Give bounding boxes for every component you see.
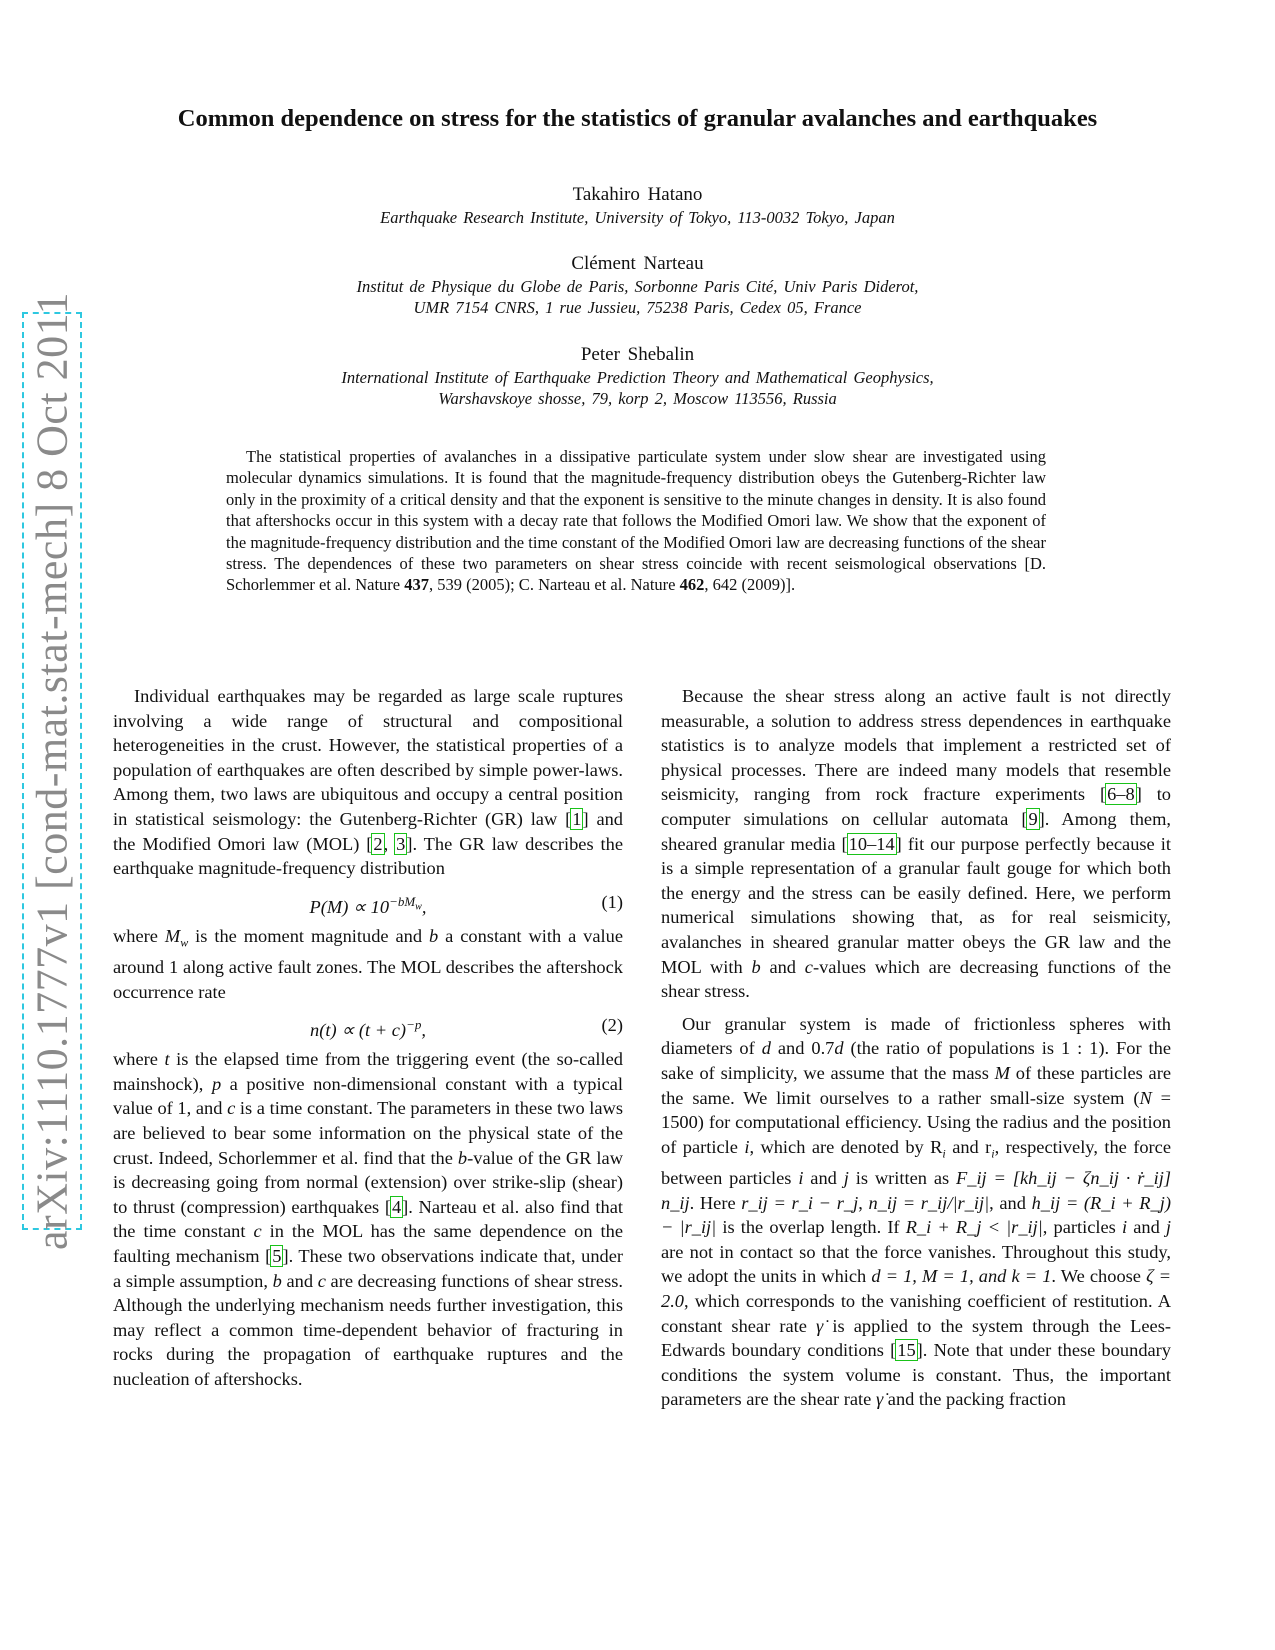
text-run: where xyxy=(113,925,165,946)
author-affiliation: UMR 7154 CNRS, 1 rue Jussieu, 75238 Paris, Cedex 05, France xyxy=(413,298,862,317)
text-run: and r xyxy=(945,1136,992,1157)
abstract-volume-462: 462 xyxy=(679,575,705,595)
text-run: a positive non-dimensional constant with a typical value of 1, and xyxy=(113,1073,623,1119)
right-column xyxy=(661,684,1171,1412)
citation-link[interactable]: 15 xyxy=(897,1340,916,1361)
equation-number: (2) xyxy=(601,1015,623,1036)
author-block-3 xyxy=(150,343,1125,409)
math-symbol: p xyxy=(211,1073,222,1094)
math-symbol: d xyxy=(761,1038,771,1059)
citation-link[interactable]: 10–14 xyxy=(848,833,895,854)
math-symbol: M xyxy=(994,1062,1010,1083)
text-run: , which corresponds to the vanishing coefficient of restitution. A constant shear rate xyxy=(661,1290,1171,1336)
text-run: fit our purpose perfectly because it is a simple representation of a granular fault gouge for which both the energy and the stress can be easily defined. Here, we perform numerical simulations showing that, as for real seismicity, avalanches in sheared granular matter obeys the GR law and the MOL with xyxy=(661,833,1171,977)
equation-exponent: −p xyxy=(406,1017,422,1033)
math-symbol: b xyxy=(429,925,439,946)
paragraph xyxy=(113,924,623,1004)
text-run: of these particles are the same. We limit ourselves to a rather small-size system ( xyxy=(661,1062,1171,1108)
text-run: and xyxy=(803,1167,844,1188)
text-run: is a time constant. The parameters in these two laws are believed to bear some information on the physical state of the crust. Indeed, Schorlemmer et al. find that the xyxy=(113,1098,623,1168)
citation-link[interactable]: 1 xyxy=(572,808,582,829)
text-run: is applied to the system through the Lees-Edwards boundary conditions xyxy=(661,1315,1171,1361)
text-run: , particles xyxy=(1042,1217,1122,1238)
text-run: Because the shear stress along an active fault is not directly measurable, a solution to address stress dependences in earthquake statistics is to analyze models that implement a restricted set of physical processes. There are indeed many models that resemble seismicity, ranging from rock fracture experiments xyxy=(661,686,1171,805)
text-run: and the Modified Omori law (MOL) xyxy=(113,808,624,854)
text-run: (the ratio of populations is 1 : 1). For the sake of simplicity, we assume that the mass xyxy=(661,1038,1171,1083)
paragraph: where t is the elapsed time from the triggering event (the so-called mainshock), p a positive non-dimensional constant with a typical value of 1, and c is a time constant. The parameters in these two laws are believed to bear some information on the physical state of the crust. Indeed, Schorlemmer et al. find that the b-value of the GR law is decreasing going from normal (extension) over strike-slip (shear) to thrust (compression) earthquakes [4]. Narteau et al. also find that the time constant c in the MOL has the same dependence on the faulting mechanism [5]. These two observations indicate that, under a simple assumption, b and c are decreasing functions of shear stress. Although the underlying mechanism needs further investigation, this may reflect a common time-dependent behavior of fracturing in rocks during the propagation of earthquake ruptures and the nucleation of aftershocks. xyxy=(113,1049,624,1389)
author-name: Peter Shebalin xyxy=(580,344,695,365)
text-run: to computer simulations on cellular automata xyxy=(661,784,1172,829)
inline-equation: h_ij = (R_i + R_j) − |r_ij| xyxy=(661,1192,1171,1238)
text-run: a constant with a value around 1 along active fault zones. The MOL describes the aftershock occurrence rate xyxy=(113,925,623,1002)
inline-equation: ζ = 2.0 xyxy=(661,1266,1172,1311)
left-column xyxy=(113,684,623,1392)
math-symbol: i xyxy=(744,1136,750,1157)
math-symbol: N xyxy=(1139,1087,1152,1108)
math-symbol: t xyxy=(164,1049,170,1070)
abstract xyxy=(226,446,1046,596)
paragraph: Our granular system is made of frictionless spheres with diameters of d and 0.7d (the ratio of populations is 1 : 1). For the sake of simplicity, we assume that the mass M of these particles are the same. We limit ourselves to a rather small-size system (N = 1500) for computational efficiency. Using the radius and the position of particle i, which are denoted by $R_i$ and $r_i$, respectively, the force between particles i and j is written as F_ij = [kh_ij − ζn_ij · ṙ_ij] n_ij. Here r_ij = r_i − r_j, n_ij = r_ij/|r_ij|, and h_ij = (R_i + R_j) − |r_ij| is the overlap length. If R_i + R_j < |r_ij|, particles i and j are not in contact so that the force vanishes. Throughout this study, we adopt the units in which d = 1, M = 1, and k = 1. We choose ζ = 2.0, which corresponds to the vanishing coefficient of restitution. A constant shear rate γ̇ is applied to the system through the Lees-Edwards boundary conditions [15]. Note that under these boundary conditions the system volume is constant. Thus, the important parameters are the shear rate γ̇ and the packing fraction xyxy=(661,1013,1172,1410)
citation-link[interactable]: 6–8 xyxy=(1107,784,1135,805)
paragraph: Because the shear stress along an active fault is not directly measurable, a solution to address stress dependences in earthquake statistics is to analyze models that implement a restricted set of physical processes. There are indeed many models that resemble seismicity, ranging from rock fracture experiments [6–8] to computer simulations on cellular automata [9]. Among them, sheared granular media [10–14] fit our purpose perfectly because it is a simple representation of a granular fault gouge for which both the energy and the stress can be easily defined. Here, we perform numerical simulations showing that, as for real seismicity, avalanches in sheared granular matter obeys the GR law and the MOL with b and c-values which are decreasing functions of the shear stress. xyxy=(661,686,1172,1002)
citation-link[interactable]: 4 xyxy=(391,1196,402,1217)
equation-lhs: n(t) ∝ (t + c) xyxy=(310,1020,407,1041)
author-block-2 xyxy=(150,252,1125,318)
equation-tail: , xyxy=(421,1020,426,1041)
math-symbol: c xyxy=(317,1270,326,1291)
author-block-1 xyxy=(150,183,1125,228)
text-run: in the MOL has the same dependence on the faulting mechanism xyxy=(113,1221,623,1266)
text-run: . Narteau et al. also find that the time constant xyxy=(113,1196,623,1242)
text-run: and xyxy=(760,956,805,977)
text-run: -values which are decreasing functions of the shear stress. xyxy=(661,956,1172,1002)
text-run: -value of the GR law is decreasing going from normal (extension) over strike-slip (shear) to thrust (compression) earthquakes xyxy=(113,1147,623,1217)
author-name: Takahiro Hatano xyxy=(572,184,703,205)
text-run: and the packing fraction xyxy=(883,1389,1066,1410)
author-affiliation: Institut de Physique du Globe de Paris, Sorbonne Paris Cité, Univ Paris Diderot, xyxy=(356,277,919,296)
math-subscript: w xyxy=(180,935,189,950)
math-symbol: c xyxy=(253,1221,262,1242)
citation-link[interactable]: 2 xyxy=(373,833,383,854)
math-symbol: j xyxy=(1165,1217,1172,1238)
abstract-volume-437: 437 xyxy=(404,575,429,595)
abstract-text-end: , 642 (2009)]. xyxy=(704,575,796,595)
math-symbol: c xyxy=(227,1098,236,1119)
math-symbol: b xyxy=(751,956,761,977)
arxiv-identifier: arXiv:1110.1777v1 [cond-mat.stat-mech] 8 Oct 2011 xyxy=(27,291,77,1251)
equation-body xyxy=(310,1012,426,1041)
text-run: where xyxy=(113,1049,165,1070)
text-run: and 0.7 xyxy=(770,1038,835,1059)
math-symbol: γ̇ xyxy=(875,1389,884,1410)
text-run: . Among them, sheared granular media xyxy=(661,808,1171,854)
text-run: and xyxy=(281,1270,318,1291)
text-run: . Here xyxy=(689,1192,742,1213)
author-affiliation: Earthquake Research Institute, University of Tokyo, 113-0032 Tokyo, Japan xyxy=(380,208,895,227)
text-run: . These two observations indicate that, under a simple assumption, xyxy=(113,1245,623,1291)
text-run: , xyxy=(858,1192,869,1213)
text-run: . Note that under these boundary conditions the system volume is constant. Thus, the important parameters are the shear rate xyxy=(661,1340,1171,1410)
text-run: . We choose xyxy=(1051,1266,1147,1287)
paragraph: Individual earthquakes may be regarded as large scale ruptures involving a wide range of structural and compositional heterogeneities in the crust. However, the statistical properties of a population of earthquakes are often described by simple power-laws. Among them, two laws are ubiquitous and occupy a central position in statistical seismology: the Gutenberg-Richter (GR) law [1] and the Modified Omori law (MOL) [2, 3]. The GR law describes the earthquake magnitude-frequency distribution xyxy=(113,686,624,879)
citation-link[interactable]: 5 xyxy=(272,1245,282,1266)
paper-title: Common dependence on stress for the statistics of granular avalanches and earthquakes xyxy=(177,105,1098,132)
text-run: = 1500) for computational efficiency. Using the radius and the position of particle xyxy=(661,1087,1171,1157)
text-run: is the overlap length. If xyxy=(716,1217,906,1238)
author-name: Clément Narteau xyxy=(571,253,704,274)
text-run: Our granular system is made of frictionless spheres with diameters of xyxy=(661,1013,1171,1059)
math-symbol: i xyxy=(798,1167,804,1188)
inline-equation: R_i + R_j < |r_ij| xyxy=(905,1217,1043,1238)
inline-equation: d = 1, M = 1, and k = 1 xyxy=(871,1266,1052,1287)
text-run: Individual earthquakes may be regarded as large scale ruptures involving a wide range of structural and compositional heterogeneities in the crust. However, the statistical properties of a population of earthquakes are often described by simple power-laws. Among them, two laws are ubiquitous and occupy a central position in statistical seismology: the Gutenberg-Richter (GR) law xyxy=(113,686,623,829)
abstract-text-cont: , 539 (2005); C. Narteau et al. Nature xyxy=(428,575,680,595)
citation-link[interactable]: 3 xyxy=(396,833,406,854)
math-symbol: d xyxy=(834,1038,844,1059)
author-affiliation: Warshavskoye shosse, 79, korp 2, Moscow 113556, Russia xyxy=(438,389,837,408)
text-run: . The GR law describes the earthquake magnitude-frequency distribution xyxy=(113,833,624,879)
math-symbol: b xyxy=(272,1270,282,1291)
equation-lhs: P(M) ∝ 10 xyxy=(309,896,390,917)
math-subscript: i xyxy=(991,1146,995,1161)
text-run: and xyxy=(1127,1217,1166,1238)
text-run: is the moment magnitude and xyxy=(188,925,429,946)
equation-subscript: w xyxy=(415,901,422,913)
equation-body xyxy=(310,889,427,915)
text-run: is written as xyxy=(848,1167,957,1188)
math-symbol: j xyxy=(843,1167,849,1188)
equation-tail: , xyxy=(421,896,427,917)
text-run: , xyxy=(383,833,396,854)
inline-equation: n_ij = r_ij/|r_ij| xyxy=(868,1192,990,1213)
math-symbol: i xyxy=(1121,1217,1128,1238)
inline-equation: r_ij = r_i − r_j xyxy=(741,1192,859,1213)
math-symbol: b xyxy=(457,1147,468,1168)
citation-link[interactable]: 9 xyxy=(1028,808,1038,829)
equation-exponent: −bM xyxy=(389,893,416,909)
text-run: , which are denoted by R xyxy=(749,1136,943,1157)
arxiv-stamp xyxy=(22,291,82,1251)
equation-2 xyxy=(113,1012,623,1041)
math-symbol: γ̇ xyxy=(816,1315,824,1336)
math-subscript: i xyxy=(942,1146,946,1161)
text-run: is the elapsed time from the triggering event (the so-called mainshock), xyxy=(113,1049,624,1094)
equation-1 xyxy=(113,889,623,915)
text-run: are decreasing functions of shear stress. Although the underlying mechanism needs further investigation, this may reflect a common time-dependent behavior of fracturing in rocks during the propagation of earthquake ruptures and the nucleation of aftershocks. xyxy=(113,1270,624,1389)
text-run: , and xyxy=(989,1192,1032,1213)
equation-number: (1) xyxy=(601,891,623,912)
abstract-text: The statistical properties of avalanches in a dissipative particulate system under slow shear are investigated using molecular dynamics simulations. It is found that the magnitude-frequency distribution obeys the Gutenberg-Richter law only in the proximity of a critical density and that the exponent is sensitive to the minute changes in density. It is also found that aftershocks occur in this system with a decay rate that follows the Modified Omori law. We show that the exponent of the magnitude-frequency distribution and the time constant of the Modified Omori law are decreasing functions of the shear stress. The dependences of these two parameters on shear stress coincide with recent seismological observations [D. Schorlemmer et al. Nature xyxy=(226,447,1046,595)
text-run: , respectively, the force between particles xyxy=(661,1136,1171,1188)
author-affiliation: International Institute of Earthquake Prediction Theory and Mathematical Geophysics, xyxy=(341,368,934,387)
math-symbol: M xyxy=(164,925,181,946)
inline-equation: F_ij = [kh_ij − ζn_ij · ṙ_ij] n_ij xyxy=(661,1167,1171,1213)
text-run: are not in contact so that the force vanishes. Throughout this study, we adopt the units in which xyxy=(661,1241,1171,1287)
math-symbol: c xyxy=(804,956,813,977)
